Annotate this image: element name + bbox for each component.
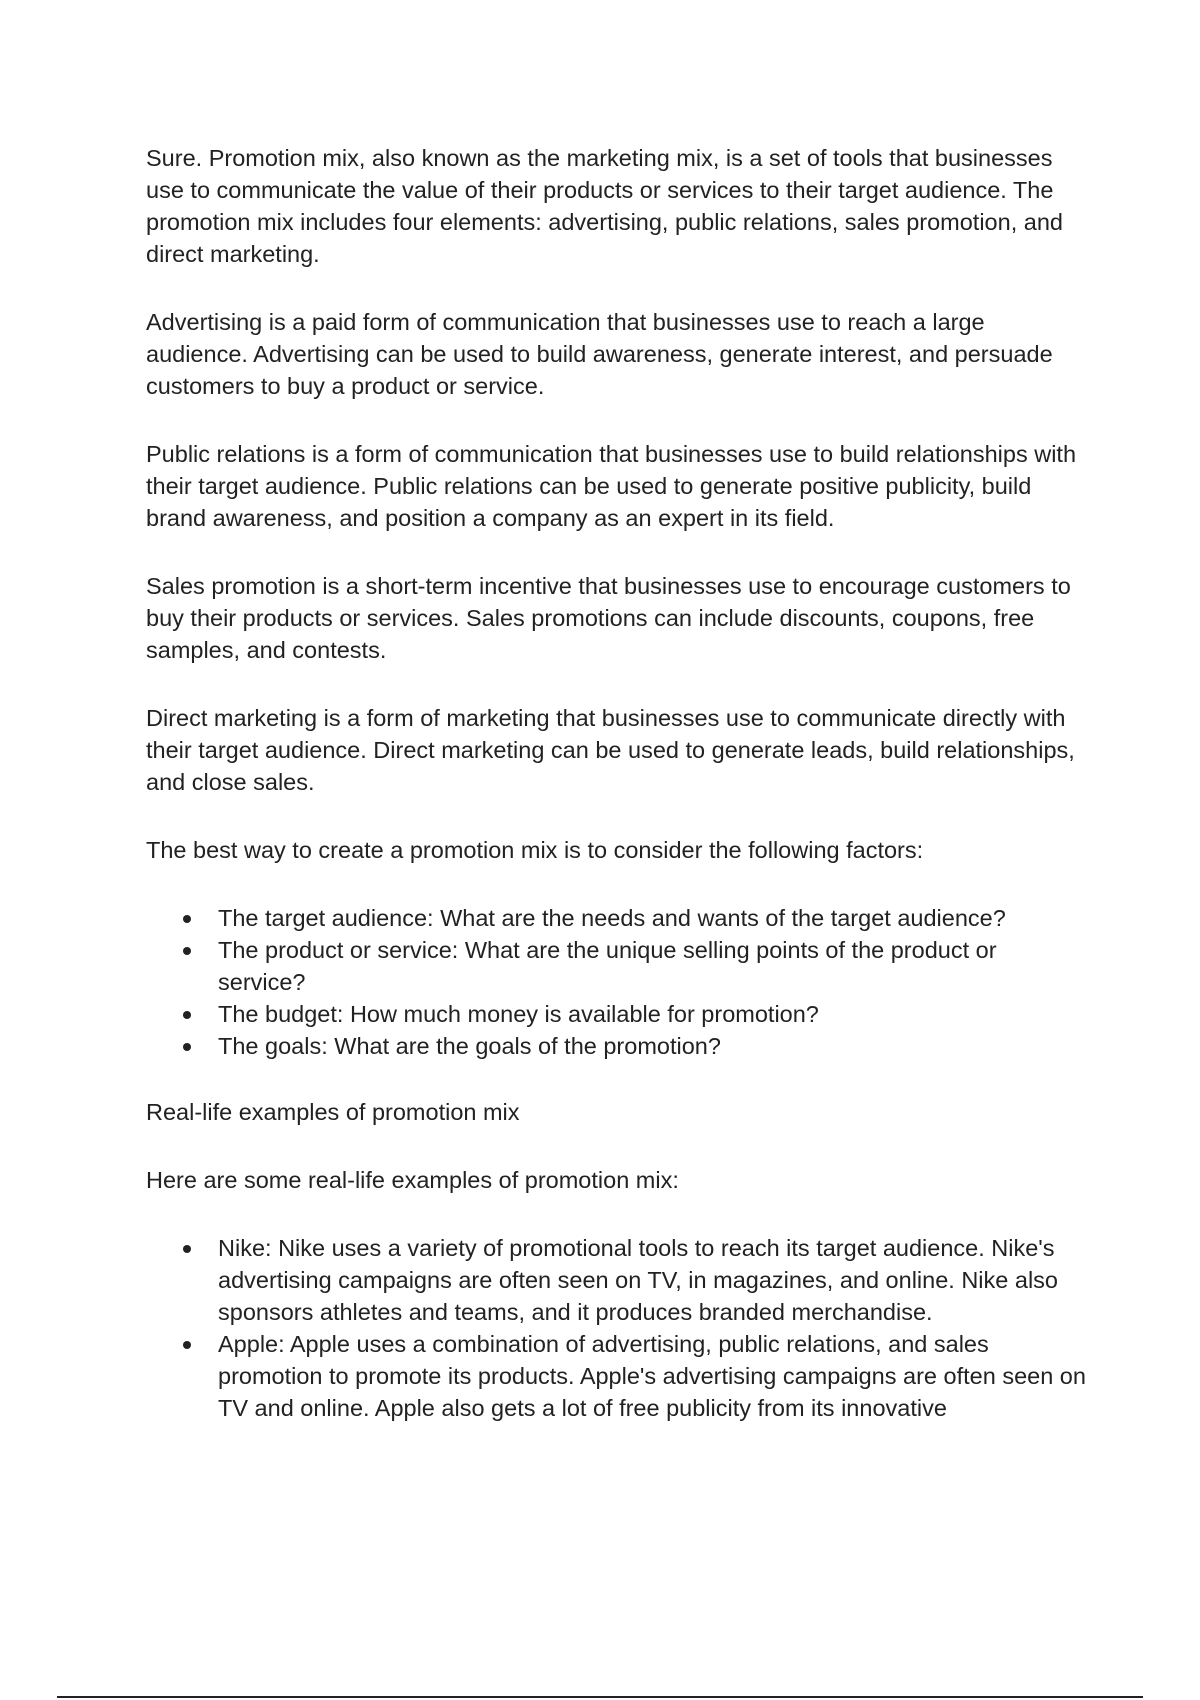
advertising-paragraph: Advertising is a paid form of communication that businesses use to reach a large audience. Advertising can be used to build awareness, generate interest, and persuade customers to buy a product or service.	[146, 309, 1053, 399]
list-item	[146, 1328, 1086, 1424]
list-item	[146, 902, 1086, 934]
direct-marketing-paragraph: Direct marketing is a form of marketing that businesses use to communicate directly with their target audience. Direct marketing can be used to generate leads, build relationships, and close sales.	[146, 705, 1075, 795]
examples-heading: Real-life examples of promotion mix	[146, 1099, 520, 1125]
list-item-text: Apple: Apple uses a combination of advertising, public relations, and sales promotion to promote its products. Apple's advertising campaigns are often seen on TV and online. Apple also gets a lot of free publicity from its innovative	[218, 1331, 1086, 1421]
list-item	[146, 934, 1086, 998]
examples-list	[146, 1232, 1086, 1424]
list-item-text: The goals: What are the goals of the promotion?	[218, 1033, 721, 1059]
bullet-icon	[183, 1011, 191, 1019]
intro-paragraph: Sure. Promotion mix, also known as the marketing mix, is a set of tools that businesses use to communicate the value of their products or services to their target audience. The promotion mix includes four elements: advertising, public relations, sales promotion, and direct marketing.	[146, 145, 1063, 267]
examples-intro-paragraph: Here are some real-life examples of promotion mix:	[146, 1167, 679, 1193]
list-item-text: The product or service: What are the unique selling points of the product or service?	[218, 937, 997, 995]
bullet-icon	[183, 947, 191, 955]
list-item-text: Nike: Nike uses a variety of promotional tools to reach its target audience. Nike's advertising campaigns are often seen on TV, in magazines, and online. Nike also sponsors athletes and teams, and it produces branded merchandise.	[218, 1235, 1058, 1325]
bullet-icon	[183, 1043, 191, 1051]
factors-list	[146, 902, 1086, 1062]
document-body	[146, 142, 1086, 1458]
bullet-icon	[183, 1341, 191, 1349]
sales-promotion-paragraph: Sales promotion is a short-term incentive that businesses use to encourage customers to buy their products or services. Sales promotions can include discounts, coupons, free samples, and contests.	[146, 573, 1071, 663]
page-bottom-divider	[57, 1696, 1143, 1698]
public-relations-paragraph: Public relations is a form of communication that businesses use to build relationships with their target audience. Public relations can be used to generate positive publicity, build brand awareness, and position a company as an expert in its field.	[146, 441, 1077, 531]
bullet-icon	[183, 915, 191, 923]
list-item	[146, 1232, 1086, 1328]
list-item	[146, 998, 1086, 1030]
list-item-text: The budget: How much money is available for promotion?	[218, 1001, 819, 1027]
bullet-icon	[183, 1245, 191, 1253]
list-item	[146, 1030, 1086, 1062]
list-item-text: The target audience: What are the needs and wants of the target audience?	[218, 905, 1006, 931]
factors-intro-paragraph: The best way to create a promotion mix is to consider the following factors:	[146, 837, 924, 863]
